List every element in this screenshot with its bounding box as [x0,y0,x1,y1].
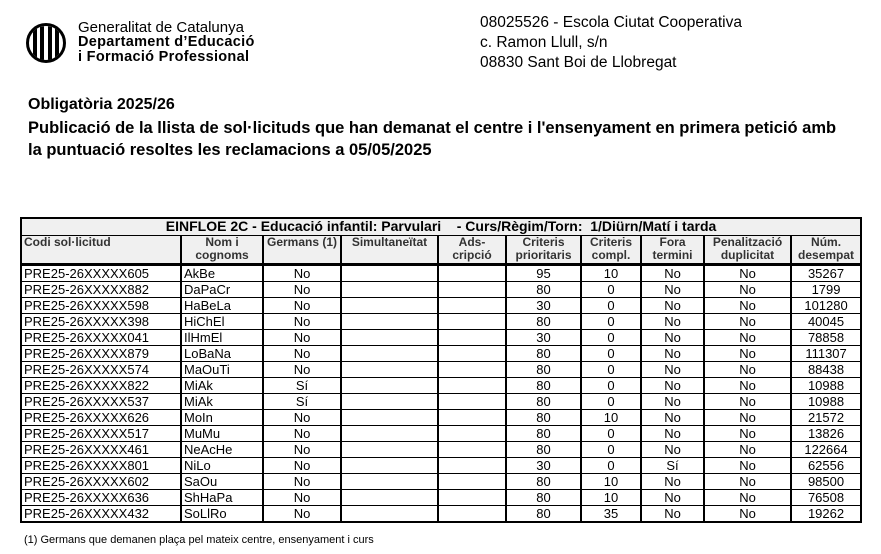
table-cell: 0 [581,377,641,393]
table-cell: 10 [581,264,641,281]
table-cell: No [641,425,704,441]
column-header: Criteris compl. [581,235,641,264]
table-cell: No [704,345,791,361]
table-cell: 0 [581,345,641,361]
table-cell [341,264,438,281]
table-cell [438,297,506,313]
table-cell [341,281,438,297]
school-city: 08830 Sant Boi de Llobregat [480,54,677,71]
table-cell: MaOuTi [181,361,263,377]
table-cell: No [641,345,704,361]
table-row [21,297,861,313]
table-cell: 10988 [791,377,861,393]
table-cell: No [641,441,704,457]
table-cell: No [263,297,341,313]
table-cell: PRE25-26XXXXX822 [21,377,181,393]
table-cell: 35267 [791,264,861,281]
course-year: Obligatòria 2025/26 [28,96,175,113]
table-cell: MiAk [181,393,263,409]
table-cell: PRE25-26XXXXX626 [21,409,181,425]
column-header: Simultaneïtat [341,235,438,264]
table-cell: 111307 [791,345,861,361]
table-cell: No [641,489,704,505]
column-header: Núm. desempat [791,235,861,264]
table-cell [341,409,438,425]
table-cell: No [263,313,341,329]
table-cell: No [704,313,791,329]
table-cell: No [704,281,791,297]
table-cell [341,361,438,377]
table-cell: SoLlRo [181,505,263,522]
table-cell: No [263,425,341,441]
table-cell: 0 [581,313,641,329]
table-cell: 0 [581,425,641,441]
table-cell: DaPaCr [181,281,263,297]
table-cell: Sí [263,393,341,409]
table-cell: No [704,425,791,441]
table-cell: 35 [581,505,641,522]
table-cell: 80 [506,345,581,361]
table-cell: 80 [506,361,581,377]
table-cell: No [641,409,704,425]
table-cell [438,473,506,489]
table-cell: NeAcHe [181,441,263,457]
table-cell: 80 [506,441,581,457]
table-cell: 78858 [791,329,861,345]
table-cell: No [704,393,791,409]
table-cell: No [263,345,341,361]
table-cell [438,345,506,361]
table-row [21,345,861,361]
table-cell [341,457,438,473]
table-cell: 10988 [791,393,861,409]
table-cell [341,505,438,522]
table-cell: No [704,297,791,313]
table-cell: 30 [506,457,581,473]
table-cell: No [704,361,791,377]
table-row [21,313,861,329]
catalan-seal-icon [26,23,66,63]
table-row [21,361,861,377]
table-cell: SaOu [181,473,263,489]
table-cell [438,505,506,522]
table-cell: No [263,505,341,522]
table-cell: No [263,264,341,281]
table-cell: No [641,264,704,281]
table-cell: 0 [581,281,641,297]
school-address [480,13,742,73]
table-cell [341,313,438,329]
table-cell [341,393,438,409]
table-cell: 19262 [791,505,861,522]
generalitat-logo [26,20,255,65]
table-cell: No [704,489,791,505]
table-cell [438,425,506,441]
table-cell: No [704,457,791,473]
logo-line-1: Generalitat de Catalunya [78,19,244,36]
logo-line-3: i Formació Professional [78,49,250,65]
table-cell: MiAk [181,377,263,393]
table-cell: LoBaNa [181,345,263,361]
column-header: Codi sol·licitud [21,235,181,264]
table-cell: 80 [506,473,581,489]
table-cell: 80 [506,505,581,522]
table-row [21,393,861,409]
table-cell: 0 [581,361,641,377]
table-row [21,441,861,457]
table-cell: ShHaPa [181,489,263,505]
column-header: Ads-cripció [438,235,506,264]
table-cell: 98500 [791,473,861,489]
table-cell: HaBeLa [181,297,263,313]
table-cell: Sí [641,457,704,473]
table-cell: No [263,489,341,505]
table-row [21,505,861,522]
table-cell: 40045 [791,313,861,329]
table-cell: PRE25-26XXXXX605 [21,264,181,281]
table-cell: 80 [506,425,581,441]
table-cell: No [641,377,704,393]
table-cell: No [641,297,704,313]
table-cell: 10 [581,473,641,489]
school-street: c. Ramon Llull, s/n [480,34,608,51]
table-cell: No [704,409,791,425]
table-cell: No [263,329,341,345]
table-cell: 101280 [791,297,861,313]
table-cell: 10 [581,489,641,505]
table-cell: PRE25-26XXXXX801 [21,457,181,473]
table-row [21,409,861,425]
table-cell: IlHmEl [181,329,263,345]
table-cell: MuMu [181,425,263,441]
table-cell: 76508 [791,489,861,505]
table-cell: No [704,441,791,457]
table-cell: PRE25-26XXXXX636 [21,489,181,505]
logo-line-2: Departament d’Educació [78,34,255,50]
table-cell [438,313,506,329]
table-cell: 80 [506,393,581,409]
page-title: Publicació de la llista de sol·licituds que han demanat el centre i l'ensenyament en primera petició amb la puntuació resoltes les reclamacions a 05/05/2025 [28,119,837,159]
table-row [21,329,861,345]
table-cell: 0 [581,329,641,345]
table-cell: No [641,329,704,345]
table-cell: 21572 [791,409,861,425]
footnote: (1) Germans que demanen plaça pel mateix centre, ensenyament i curs [24,534,374,546]
table-cell: 80 [506,489,581,505]
table-cell [341,329,438,345]
table-cell: No [263,441,341,457]
table-cell: 0 [581,393,641,409]
table-cell: PRE25-26XXXXX537 [21,393,181,409]
table-cell [438,377,506,393]
table-cell [341,441,438,457]
table-row [21,457,861,473]
table-cell: No [263,457,341,473]
table-cell [341,345,438,361]
table-cell: 30 [506,329,581,345]
table-cell [438,409,506,425]
table-cell [438,281,506,297]
table-cell [438,329,506,345]
table-cell: PRE25-26XXXXX879 [21,345,181,361]
table-cell: No [704,264,791,281]
column-header: Penalització duplicitat [704,235,791,264]
table-cell [341,489,438,505]
school-name: 08025526 - Escola Ciutat Cooperativa [480,14,742,31]
table-cell: 0 [581,441,641,457]
table-cell: PRE25-26XXXXX882 [21,281,181,297]
table-cell: 80 [506,313,581,329]
table-cell: PRE25-26XXXXX432 [21,505,181,522]
table-cell: PRE25-26XXXXX602 [21,473,181,489]
table-cell: 0 [581,297,641,313]
table-row [21,377,861,393]
table-cell [341,377,438,393]
table-cell: No [641,361,704,377]
table-cell: 0 [581,457,641,473]
table-cell: PRE25-26XXXXX517 [21,425,181,441]
table-row [21,425,861,441]
table-cell: HiChEl [181,313,263,329]
table-cell: 80 [506,377,581,393]
table-cell: PRE25-26XXXXX041 [21,329,181,345]
table-cell: PRE25-26XXXXX598 [21,297,181,313]
table-row [21,473,861,489]
table-cell: NiLo [181,457,263,473]
table-cell: PRE25-26XXXXX461 [21,441,181,457]
table-cell: No [641,281,704,297]
table-cell: No [263,473,341,489]
table-cell [438,441,506,457]
table-cell: 1799 [791,281,861,297]
table-cell: No [263,409,341,425]
table-cell [438,361,506,377]
table-cell: 80 [506,281,581,297]
table-cell: No [704,329,791,345]
table-cell: 122664 [791,441,861,457]
table-cell: No [263,281,341,297]
table-cell: No [704,377,791,393]
group-header: EINFLOE 2C - Educació infantil: Parvulari - Curs/Règim/Torn: 1/Diürn/Matí i tarda [21,218,861,235]
table-cell: AkBe [181,264,263,281]
table-cell: MoIn [181,409,263,425]
table-cell: 88438 [791,361,861,377]
table-cell: No [704,505,791,522]
table-cell [438,264,506,281]
table-cell [438,489,506,505]
table-cell [438,393,506,409]
table-cell: No [641,505,704,522]
column-header: Nom i cognoms [181,235,263,264]
table-cell: No [641,473,704,489]
table-cell [341,473,438,489]
table-cell: 10 [581,409,641,425]
table-cell: 13826 [791,425,861,441]
table-row [21,489,861,505]
table-cell: PRE25-26XXXXX574 [21,361,181,377]
table-cell [341,297,438,313]
column-header: Fora termini [641,235,704,264]
table-cell: No [641,313,704,329]
table-cell [438,457,506,473]
table-cell: 80 [506,409,581,425]
table-cell: No [263,361,341,377]
table-cell: 30 [506,297,581,313]
table-cell: No [704,473,791,489]
applications-table [20,217,862,523]
table-row [21,264,861,281]
table-cell [341,425,438,441]
table-cell: Sí [263,377,341,393]
column-header: Criteris prioritaris [506,235,581,264]
table-cell: No [641,393,704,409]
table-row [21,281,861,297]
table-cell: PRE25-26XXXXX398 [21,313,181,329]
column-header: Germans (1) [263,235,341,264]
table-cell: 95 [506,264,581,281]
table-cell: 62556 [791,457,861,473]
